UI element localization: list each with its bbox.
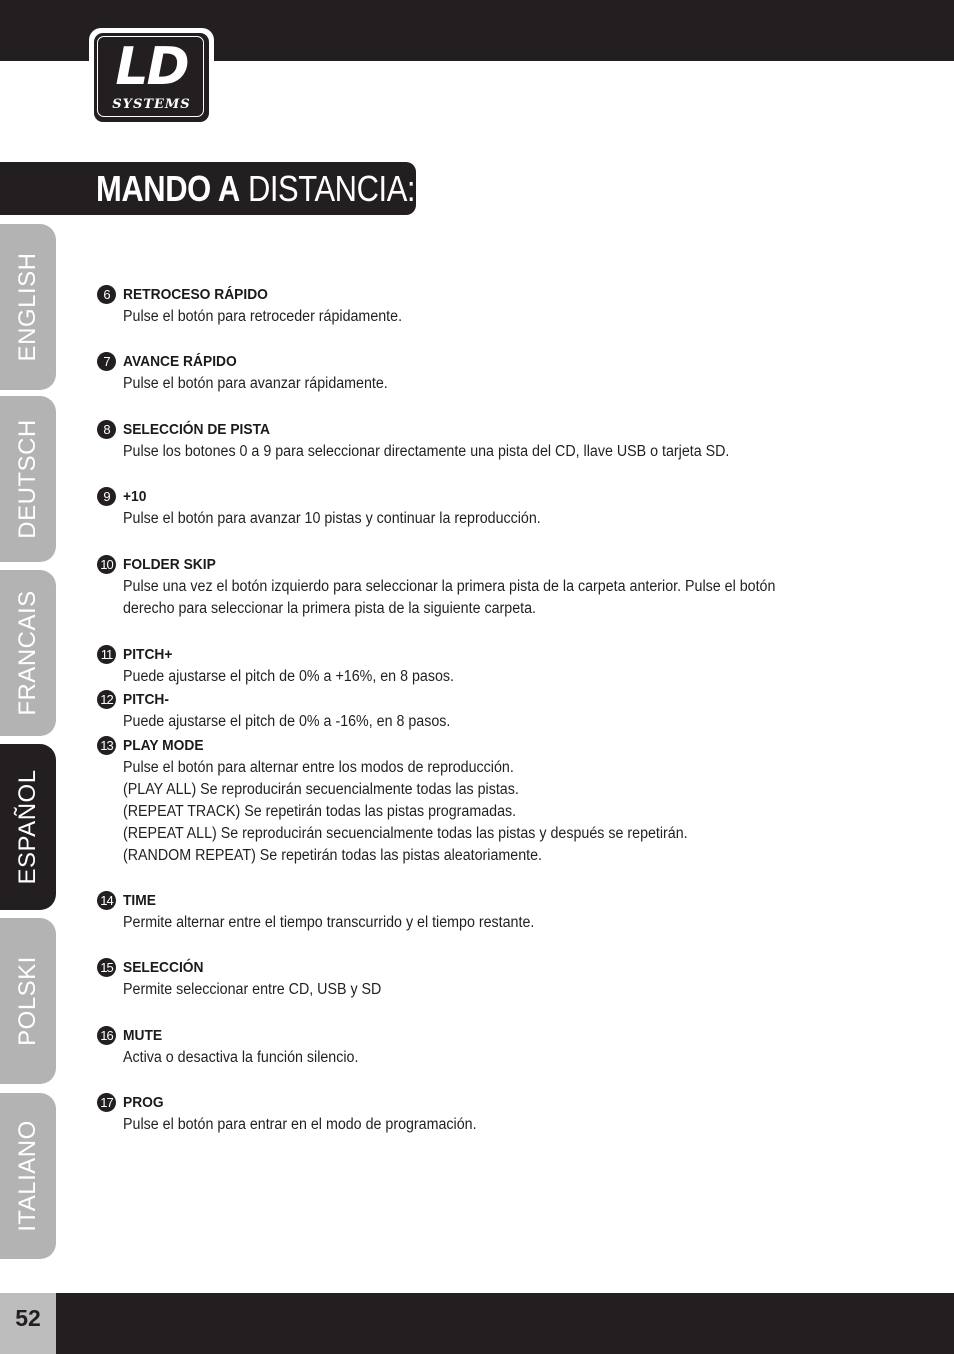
tab-english[interactable] — [0, 224, 56, 390]
item-heading: PITCH+ — [123, 646, 173, 663]
item-description: Permite alternar entre el tiempo transcurrido y el tiempo restante. — [123, 914, 535, 931]
tab-label: ESPAÑOL — [14, 769, 41, 885]
item-description: Permite seleccionar entre CD, USB y SD — [123, 981, 382, 998]
tab-label: ITALIANO — [14, 1120, 41, 1232]
item-number-badge: 6 — [97, 285, 116, 304]
section-title-bar — [0, 162, 416, 215]
item-description: Puede ajustarse el pitch de 0% a -16%, en 8 pasos. — [123, 713, 451, 730]
item-number-badge: 16 — [97, 1026, 116, 1045]
page-number-box — [0, 1293, 56, 1354]
item-heading: +10 — [123, 488, 147, 505]
item-description: (REPEAT ALL) Se reproducirán secuencialmente todas las pistas y después se repetirán. — [123, 825, 688, 842]
item-number-badge: 9 — [97, 487, 116, 506]
item-description: Activa o desactiva la función silencio. — [123, 1049, 359, 1066]
item-heading: MUTE — [123, 1027, 163, 1044]
item-number-badge: 12 — [97, 690, 116, 709]
item-description: (RANDOM REPEAT) Se repetirán todas las pistas aleatoriamente. — [123, 847, 542, 864]
title-bold: MANDO A — [96, 168, 240, 209]
logo-subtext: SYSTEMS — [112, 97, 191, 112]
tab-francais[interactable] — [0, 570, 56, 736]
item-heading: SELECCIÓN — [123, 959, 204, 976]
page-title — [96, 166, 415, 211]
tab-label: ENGLISH — [14, 252, 41, 362]
item-number-badge: 13 — [97, 736, 116, 755]
tab-deutsch[interactable] — [0, 396, 56, 562]
tab-español[interactable] — [0, 744, 56, 910]
tab-polski[interactable] — [0, 918, 56, 1084]
item-description: Puede ajustarse el pitch de 0% a +16%, en 8 pasos. — [123, 668, 454, 685]
item-description: derecho para seleccionar la primera pista de la siguiente carpeta. — [123, 600, 536, 617]
item-heading: AVANCE RÁPIDO — [123, 353, 237, 370]
item-description: (PLAY ALL) Se reproducirán secuencialmente todas las pistas. — [123, 781, 519, 798]
item-number-badge: 14 — [97, 891, 116, 910]
item-number-badge: 8 — [97, 420, 116, 439]
item-description: Pulse los botones 0 a 9 para seleccionar directamente una pista del CD, llave USB o tarjeta SD. — [123, 443, 730, 460]
item-number-badge: 7 — [97, 352, 116, 371]
item-description: Pulse una vez el botón izquierdo para seleccionar la primera pista de la carpeta anterior. Pulse el botón — [123, 578, 776, 595]
item-heading: SELECCIÓN DE PISTA — [123, 421, 270, 438]
item-description: Pulse el botón para entrar en el modo de programación. — [123, 1116, 477, 1133]
bottom-bar — [0, 1293, 954, 1354]
item-heading: PLAY MODE — [123, 737, 204, 754]
item-heading: FOLDER SKIP — [123, 556, 216, 573]
item-description: Pulse el botón para alternar entre los modos de reproducción. — [123, 759, 514, 776]
page-number: 52 — [15, 1305, 41, 1331]
item-description: Pulse el botón para avanzar rápidamente. — [123, 375, 388, 392]
item-number-badge: 17 — [97, 1093, 116, 1112]
tab-italiano[interactable] — [0, 1093, 56, 1259]
item-number-badge: 10 — [97, 555, 116, 574]
logo-mark: LD — [115, 37, 188, 97]
item-heading: TIME — [123, 892, 156, 909]
logo-badge — [94, 33, 209, 122]
item-number-badge: 15 — [97, 958, 116, 977]
tab-label: POLSKI — [14, 956, 41, 1046]
tab-label: DEUTSCH — [14, 419, 41, 539]
title-regular: DISTANCIA: — [247, 168, 416, 209]
ld-systems-logo — [89, 28, 214, 127]
item-heading: PROG — [123, 1094, 164, 1111]
item-description: (REPEAT TRACK) Se repetirán todas las pistas programadas. — [123, 803, 517, 820]
item-description: Pulse el botón para avanzar 10 pistas y continuar la reproducción. — [123, 510, 541, 527]
item-heading: PITCH- — [123, 691, 169, 708]
tab-label: FRANCAIS — [14, 590, 41, 716]
item-number-badge: 11 — [97, 645, 116, 664]
item-description: Pulse el botón para retroceder rápidamente. — [123, 308, 403, 325]
item-heading: RETROCESO RÁPIDO — [123, 286, 268, 303]
